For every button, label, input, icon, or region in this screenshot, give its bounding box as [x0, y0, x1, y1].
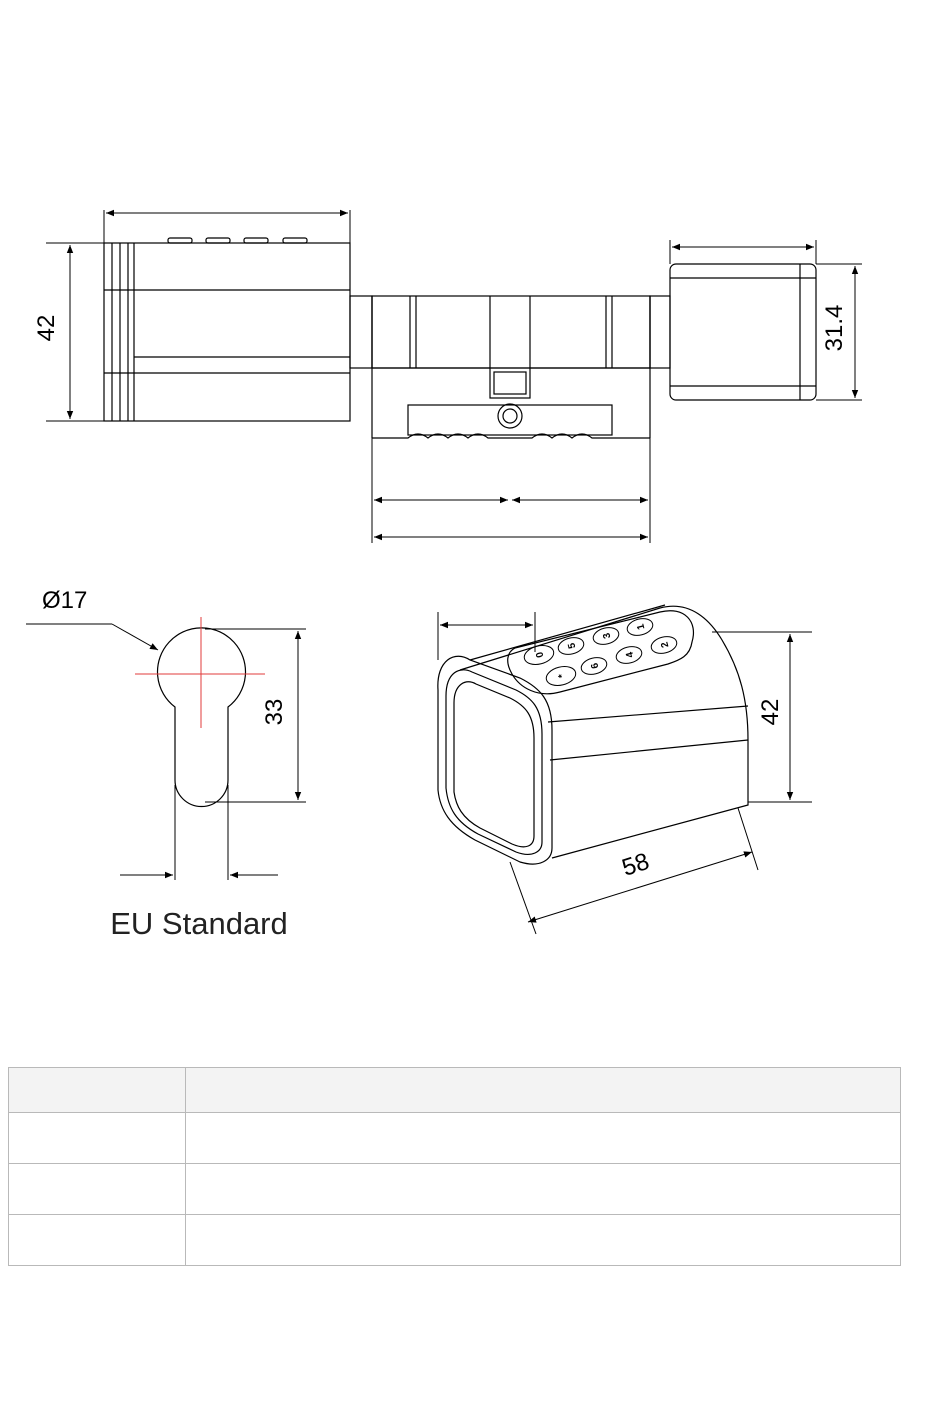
key-label: 5 [566, 641, 579, 650]
key-label: 4 [624, 650, 637, 659]
front-view [46, 210, 862, 543]
iso-length-label: 58 [618, 847, 653, 882]
iso-dimensions [438, 612, 812, 934]
table-row [9, 1113, 901, 1164]
diameter-label: Ø17 [42, 587, 88, 614]
key-label: 1 [635, 622, 648, 631]
table-header-cell [9, 1068, 186, 1113]
front-height-label: 42 [33, 314, 60, 342]
table-cell [186, 1113, 901, 1164]
key-label: 0 [534, 650, 547, 659]
table-row [9, 1164, 901, 1215]
table-cell [186, 1164, 901, 1215]
table-cell [186, 1215, 901, 1266]
thumb-turn-knob [650, 264, 816, 400]
table-header-cell [186, 1068, 901, 1113]
front-dimensions [46, 210, 862, 543]
key-label: 6 [589, 661, 602, 670]
profile-height-label: 33 [261, 698, 288, 726]
table-cell [9, 1164, 186, 1215]
keyway-profile [26, 617, 306, 880]
eu-standard-caption: EU Standard [110, 906, 288, 941]
cylinder-body [350, 296, 650, 438]
knob-height-label: 31.4 [821, 304, 848, 352]
iso-height-label: 42 [757, 698, 784, 726]
table-cell [9, 1113, 186, 1164]
spec-table [8, 1067, 901, 1266]
key-label: * [556, 672, 569, 679]
keypad-body-side [104, 238, 350, 421]
key-label: 3 [601, 631, 614, 640]
table-row [9, 1215, 901, 1266]
table-header-row [9, 1068, 901, 1113]
key-label: 2 [659, 640, 672, 649]
table-cell [9, 1215, 186, 1266]
